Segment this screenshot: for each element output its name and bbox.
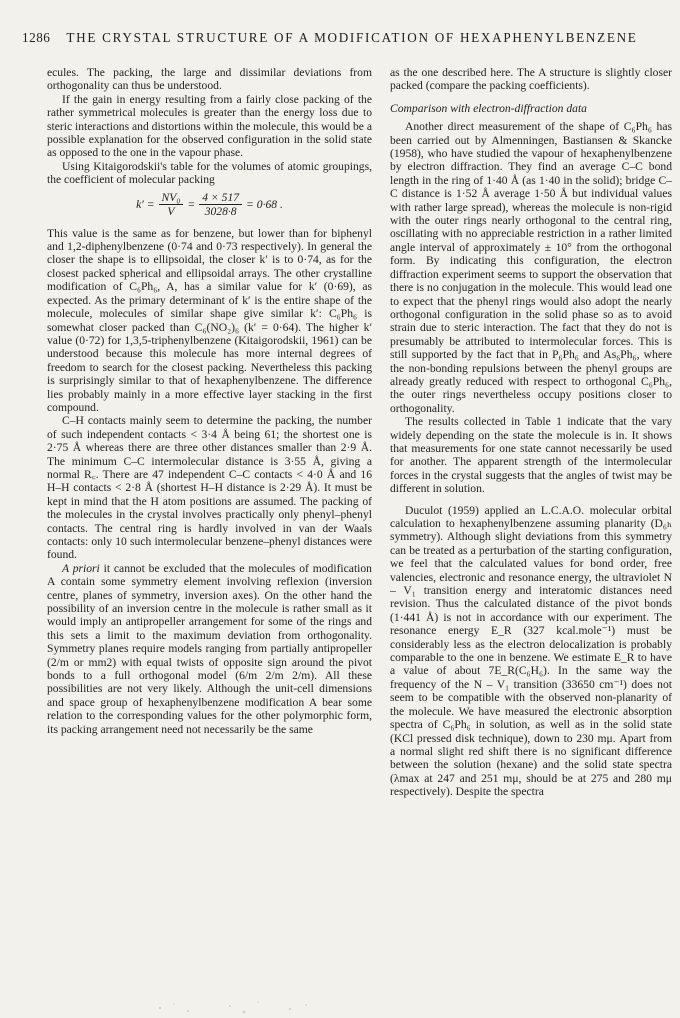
equals-sign: = <box>187 197 196 211</box>
paragraph: If the gain in energy resulting from a fairly close packing of the rather symmetrical molecules is greater than the energy loss due to steric interactions and distortions within the molecule, this would be a possible explanation for the observed configuration in the solid state as opposed to the one in the vapour phase. <box>47 92 372 160</box>
paragraph: Duculot (1959) applied an L.C.A.O. molecular orbital calculation to hexaphenylbenzene assuming planarity (D₆ₕ symmetry). Although slight deviations from this symmetry can be treated as a perturbation of the starting configuration, we feel that the calculated values for bond order, free valencies, electronic and resonance energy, the ultraviolet N – V₁ transition energy and interatomic distances need revision. Thus the calculated distance of the pivot bonds (1·441 Å) is not in accordance with our experiment. The resonance energy E_R (327 kcal.mole⁻¹) must be considerably less as the electron delocalization is probably comparable to the one in benzene. We estimate E_R to have a value of about 7E_R(C₆H₆). In the same way the frequency of the N – V₁ transition (33650 cm⁻¹) does not seem to be compatible with the observed non-planarity of the molecule. We have measured the electronic absorption spectra of C₆Ph₆ in solution, as well as in the solid state (KCl pressed disk technique), down to 230 mμ. Apart from a normal slight red shift there is no significant difference between the solution (hexane) and the solid state spectra (λmax at 247 and 251 mμ, should be at 275 and 280 mμ respectively). Despite the spectra <box>390 503 672 799</box>
paragraph: as the one described here. The A structure is slightly closer packed (compare the packing coefficients). <box>390 66 672 93</box>
page-number: 1286 <box>22 30 51 45</box>
paragraph: Using Kitaigorodskii's table for the volumes of atomic groupings, the coefficient of molecular packing <box>47 159 372 187</box>
running-header <box>22 30 672 56</box>
fraction-numerator: NV₀ <box>159 191 184 205</box>
packing-coefficient-equation <box>47 191 372 221</box>
equation-lhs: k′ = <box>136 197 155 211</box>
paragraph: This value is the same as for benzene, but lower than for biphenyl and 1,2-diphenylbenzene (0·74 and 0·73 respectively). In general the closer the shape is to ellipsoidal, the closer k′ is to 0·74, as for the closest packed spherical and ellipsoidal arrays. The other crystalline modification of C₆Ph₆, A, has a similar value for k′ (0·69), as expected. As the primary determinant of k′ is the entire shape of the molecule, molecules of similar shape give similar k′: C₆Ph₆ is somewhat closer packed than C₆(NO₂)₆ (k′ = 0·64). The higher k′ value (0·72) for 1,3,5-triphenylbenzene (Kitaigorodskii, 1961) can be understood because this molecule has more internal degrees of freedom to search for the closest packing. Nevertheless this packing is surprisingly similar to that of hexaphenylbenzene. The difference lies probably mainly in a more effective layer stacking in the first compound. <box>47 226 372 414</box>
fraction-denominator: 3028·8 <box>204 205 237 219</box>
fraction-denominator: V <box>167 205 175 219</box>
paragraph: ecules. The packing, the large and dissimilar deviations from orthogonality can thus be understood. <box>47 66 372 93</box>
italic-phrase: A priori <box>62 561 100 575</box>
paragraph <box>47 562 372 736</box>
paragraph: Another direct measurement of the shape of C₆Ph₆ has been carried out by Almenningen, Bastiansen & Skancke (1958), who have studied the vapour of hexaphenylbenzene by electron diffraction. They find an average C–C bond length in the ring of 1·40 Å (as 1·40 in the solid); bridge C–C distance is 1·52 Å average 1·50 Å but individual values with rather large spread), whereas the molecule is non-rigid with the outer rings nearly orthogonal to the central ring, oscillating with no appreciable restriction in a rather limited angle interval of approximately ± 10° from the orthogonal form. By indicating this configuration, the electron diffraction experiment seems to support the observation that there is no conjugation in the molecule. This would lead one to expect that the phenyl rings would also adopt the nearly orthogonal configuration in the solid phase so as to avoid strain due to steric interaction. The fact that they do not is presumably be attributed to intermolecular forces. This is still supported by the fact that in P₆Ph₆ and As₆Ph₆, where the non-bonding repulsions between the phenyl groups are already greatly reduced with respect to orthogonal C₆Ph₆, the outer rings nevertheless occupy positions closer to orthogonality. <box>390 120 672 415</box>
paragraph-text: it cannot be excluded that the molecules of modification A contain some symmetry element involving reflexion (inversion centre, planes of symmetry, inversion axes). On the other hand the possibility of an inversion centre in the molecule is rather small as it would imply an antipropeller arrangement for some of the rings and this sets a limit to the maximum deviation from orthogonality. Symmetry planes require models ranging from partially antipropeller (2/m or mm2) with equal twists of opposite sign around the pivot bonds to a full orthogonal model (6/m 2/m 2/m). All these possibilities are not very likely. Although the unit-cell dimensions and space group of hexaphenylbenzene modification A bear some relation to the corresponding values for the other polymorphic form, its packing arrangement need not necessarily be the same <box>47 561 372 736</box>
section-heading: Comparison with electron-diffraction data <box>390 101 587 115</box>
running-title: THE CRYSTAL STRUCTURE OF A MODIFICATION OF HEXAPHENYLBENZENE <box>66 30 638 45</box>
fraction <box>199 191 242 219</box>
left-column <box>47 66 372 736</box>
paragraph: C–H contacts mainly seem to determine the packing, the number of such independent contacts < 3·4 Å being 61; the shortest one is 2·75 Å whereas there are three other distances smaller than 2·9 Å. The minimum C–C intermolecular distance is 3·55 Å, giving a normal R꜀. There are 47 independent C–C contacts < 4·0 Å and 16 H–H contacts < 2·8 Å (shortest H–H distance is 2·29 Å). It must be kept in mind that the H atom positions are assumed. The packing of the molecules in the crystal involves practically only phenyl–phenyl contacts. The central ring is hardly involved in van der Waals contacts: only 10 such intermolecular benzene–phenyl distances were found. <box>47 414 372 562</box>
fraction-numerator: 4 × 517 <box>199 191 242 205</box>
equation-rhs: = 0·68 . <box>246 197 283 211</box>
scan-smudge <box>140 978 340 1018</box>
fraction <box>159 191 184 219</box>
right-column <box>390 66 672 996</box>
paragraph: The results collected in Table 1 indicate that the vary widely depending on the state the molecule is in. It shows that measurements for one state cannot necessarily be used for another. The apparent strength of the intermolecular forces in the crystal suggests that the angles of twist may be different in solution. <box>390 415 672 496</box>
